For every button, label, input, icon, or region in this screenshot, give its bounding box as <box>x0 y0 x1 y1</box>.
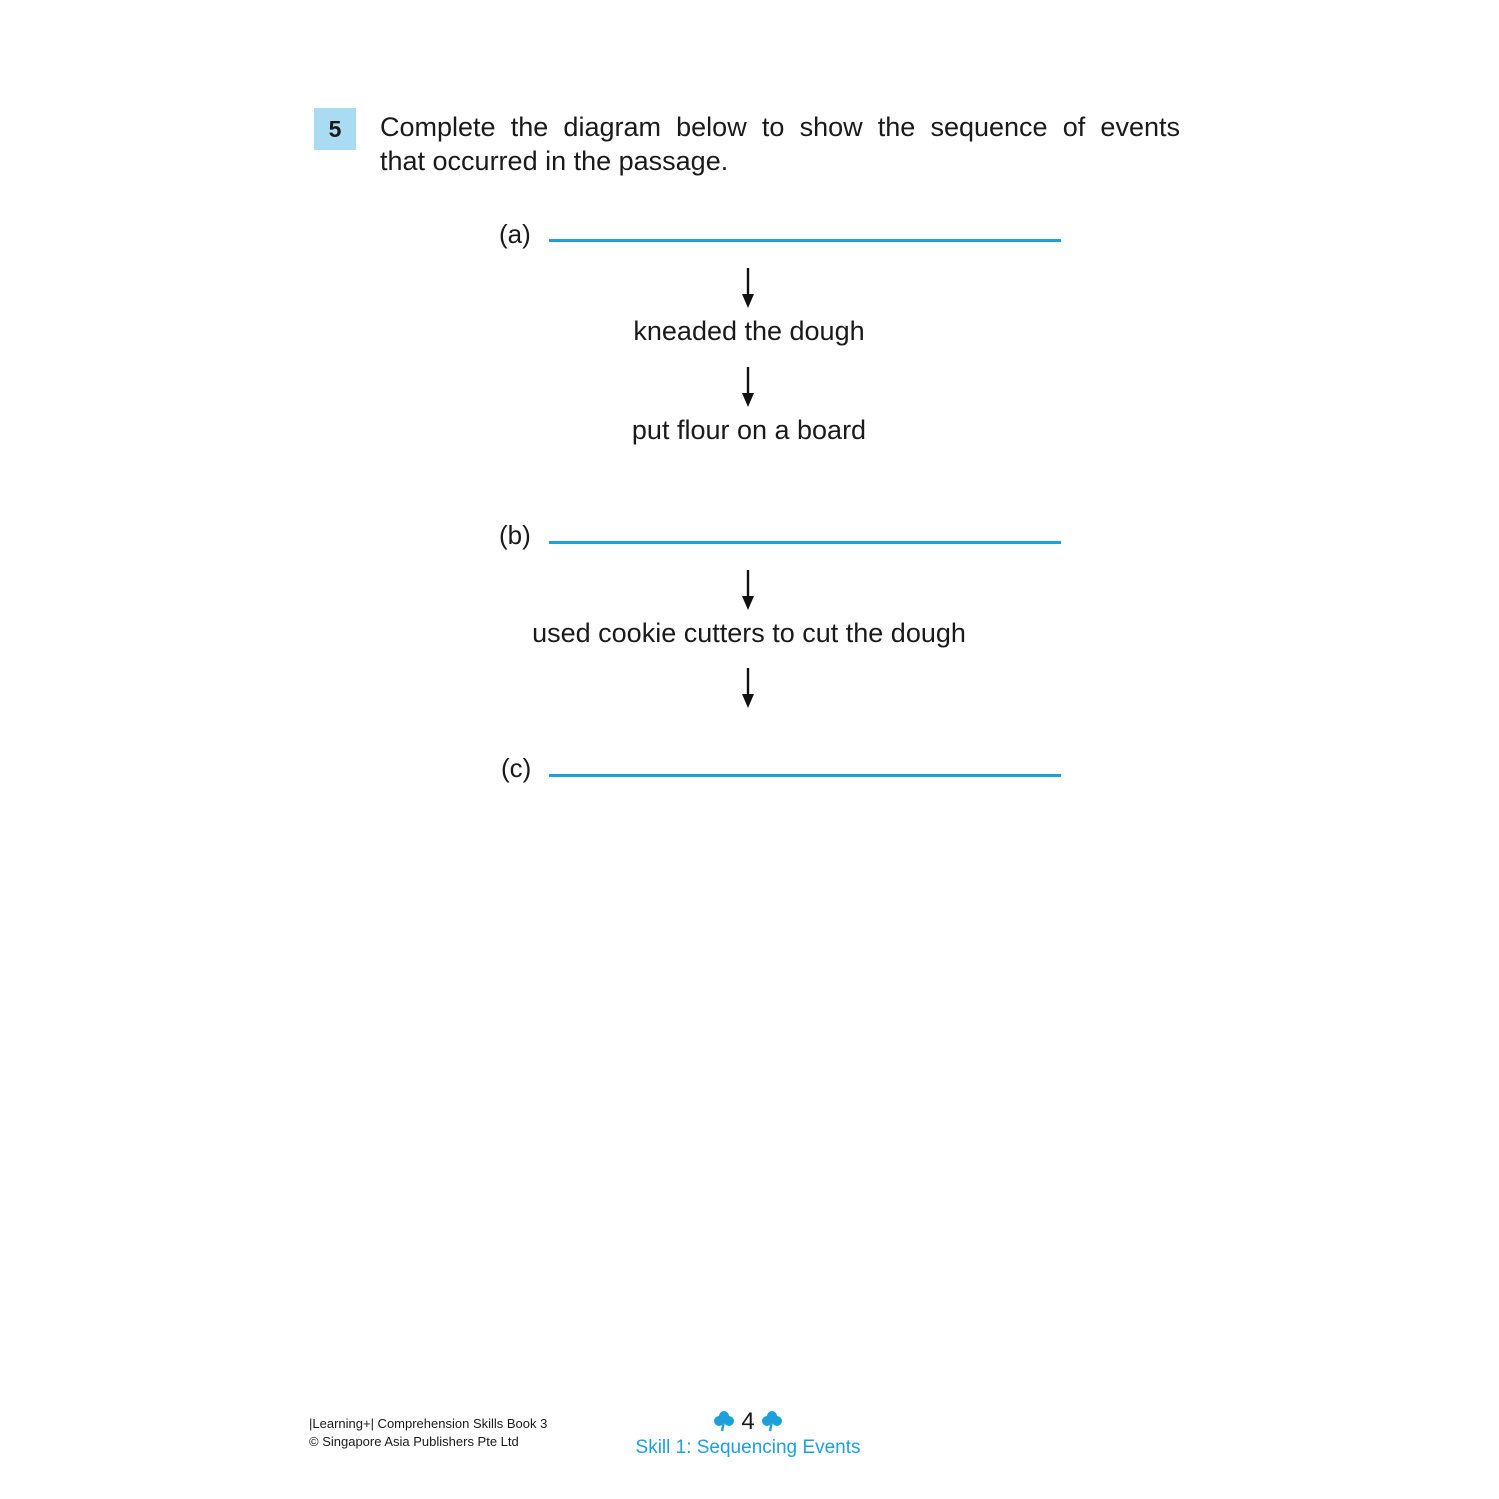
step-kneaded-dough: kneaded the dough <box>633 316 865 346</box>
blank-b-label: (b) <box>499 520 531 550</box>
down-arrow-icon <box>738 668 758 708</box>
blank-a-answer-line[interactable] <box>549 239 1061 242</box>
blank-c-label: (c) <box>501 753 532 783</box>
question-number-badge: 5 <box>314 108 356 150</box>
blank-c-answer-line[interactable] <box>549 774 1061 777</box>
page-number: 4 <box>741 1408 755 1435</box>
footer-book-title: |Learning+| Comprehension Skills Book 3 <box>309 1416 548 1431</box>
down-arrow-icon <box>738 570 758 610</box>
down-arrow-icon <box>738 268 758 308</box>
step-cookie-cutters: used cookie cutters to cut the dough <box>532 618 966 648</box>
step-put-flour: put flour on a board <box>631 415 867 445</box>
question-prompt-line-1: Complete the diagram below to show the sequence of events <box>380 112 1180 142</box>
question-prompt-line-2: that occurred in the passage. <box>380 146 729 176</box>
footer-publisher-info <box>309 1415 547 1451</box>
blank-a-label: (a) <box>499 219 531 249</box>
footer-copyright: © Singapore Asia Publishers Pte Ltd <box>309 1434 519 1449</box>
footer-skill-title: Skill 1: Sequencing Events <box>635 1437 861 1458</box>
footer-page-number-group <box>648 1407 848 1437</box>
blank-b-answer-line[interactable] <box>549 541 1061 544</box>
shamrock-icon <box>713 1410 735 1432</box>
shamrock-icon <box>761 1410 783 1432</box>
question-prompt <box>380 110 1180 178</box>
down-arrow-icon <box>738 367 758 407</box>
